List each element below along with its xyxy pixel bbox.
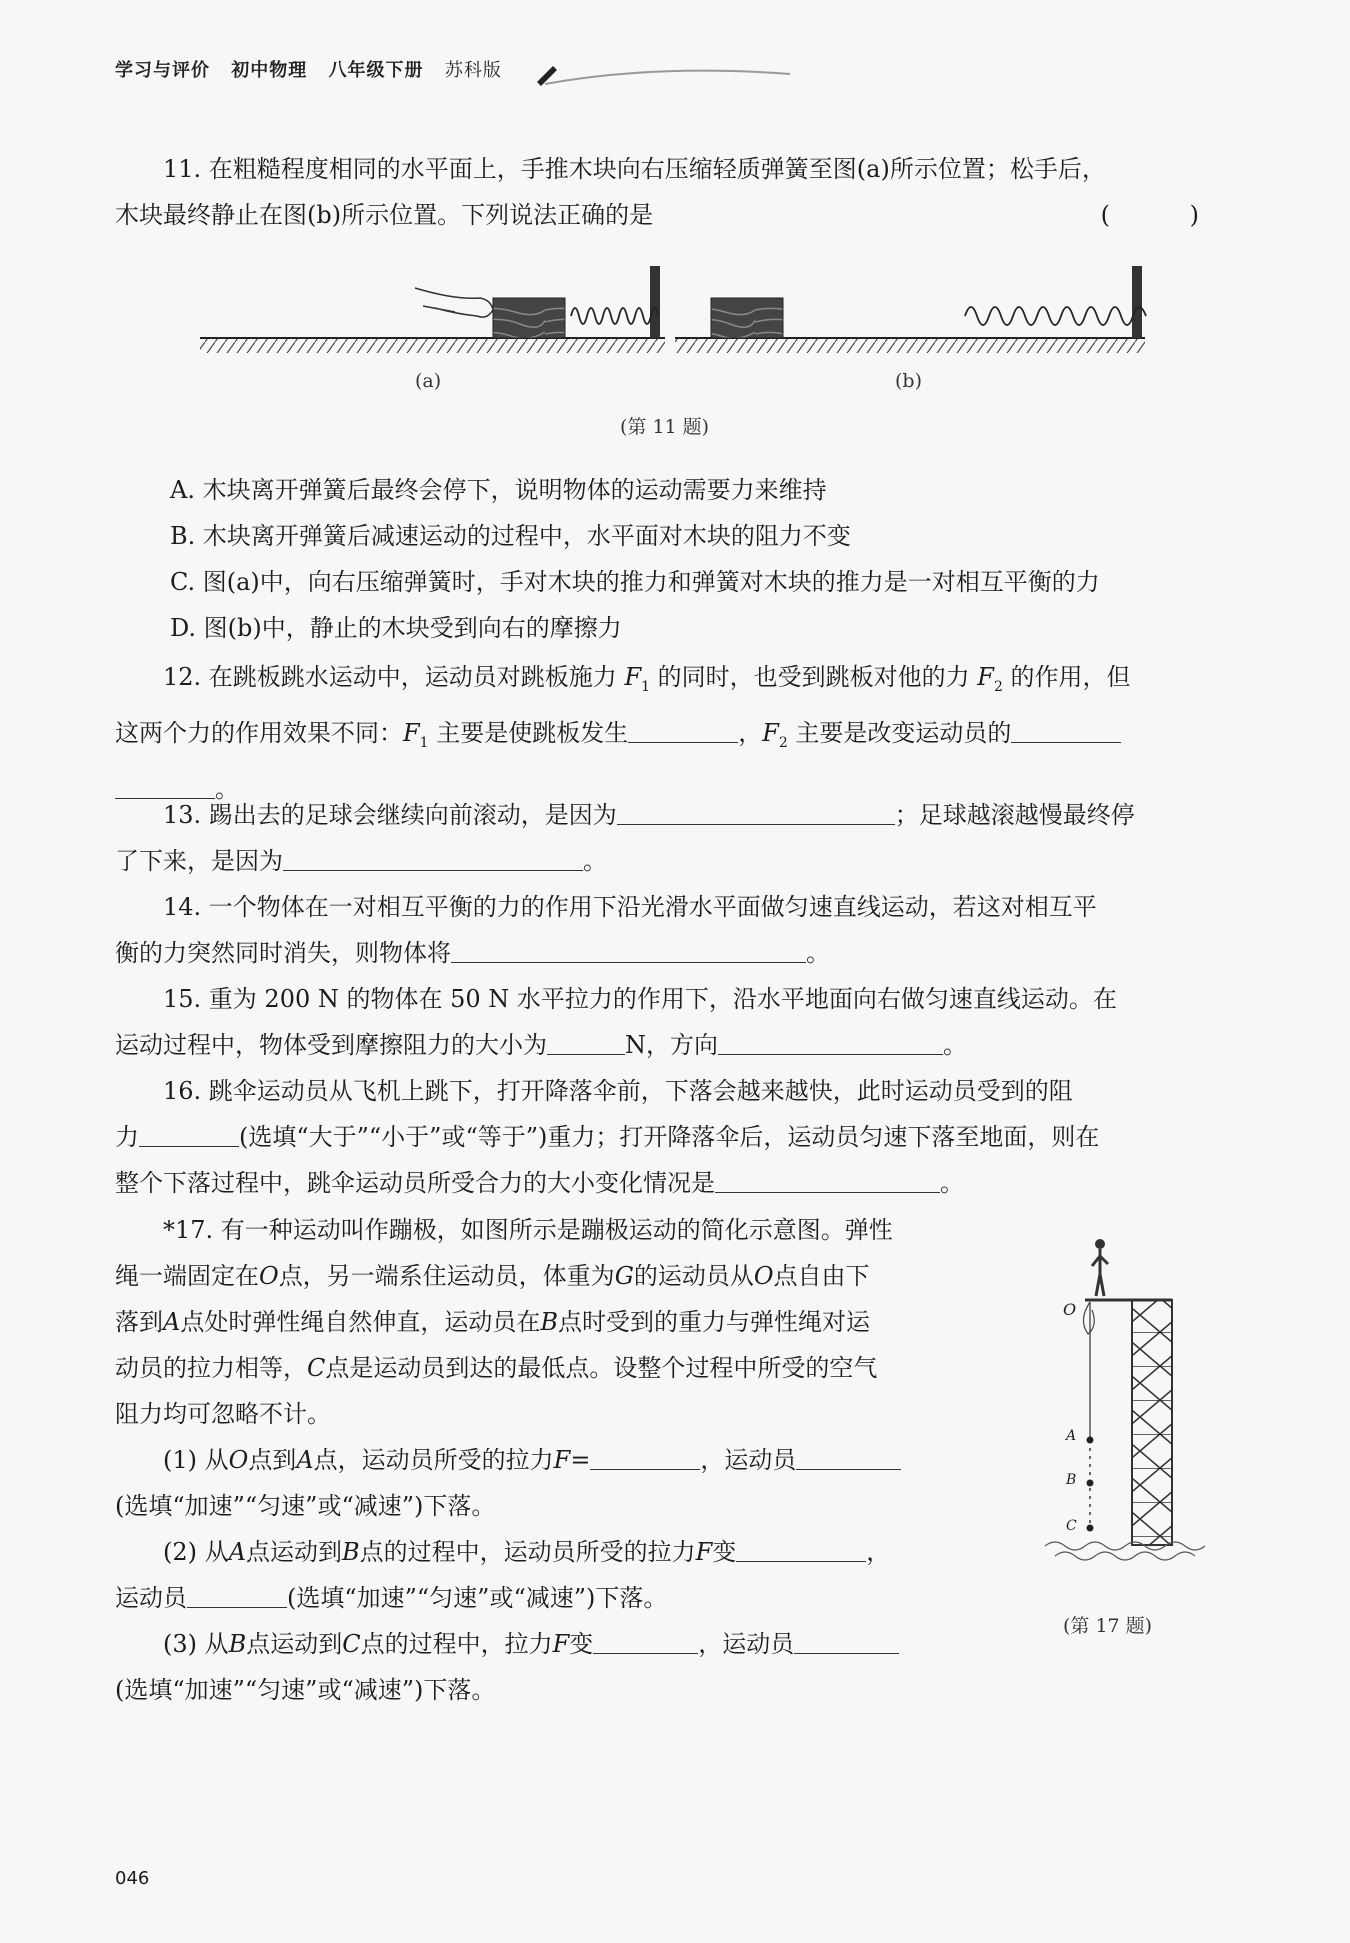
q16-text-2: 力 xyxy=(115,1123,139,1151)
answer-blank[interactable] xyxy=(187,1581,287,1608)
answer-paren: ( ) xyxy=(1100,201,1235,229)
q17-text: ， xyxy=(866,1538,891,1566)
question-12 xyxy=(115,654,1235,812)
point-b: B xyxy=(341,1538,360,1566)
label-a: A xyxy=(1066,1428,1077,1444)
weight-g: G xyxy=(614,1262,634,1290)
q17-sub-3 xyxy=(115,1621,1015,1667)
figure-b xyxy=(675,266,1146,353)
page-number: 046 xyxy=(115,1868,150,1889)
question-15 xyxy=(115,976,1235,1068)
answer-blank[interactable] xyxy=(1011,716,1121,743)
question-16 xyxy=(115,1068,1235,1206)
point-o: O xyxy=(259,1262,279,1290)
q12-f2-sub-again: 2 xyxy=(778,734,788,751)
q12-text-7: 主要是改变运动员的 xyxy=(787,718,1012,747)
q12-line-1 xyxy=(115,654,1235,710)
q17-text: = xyxy=(570,1446,591,1474)
q11-line-1: 11. 在粗糙程度相同的水平面上，手推木块向右压缩轻质弹簧至图(a)所示位置；松手后， xyxy=(163,155,1106,183)
q16-line-2 xyxy=(115,1114,1235,1160)
answer-blank[interactable] xyxy=(139,1120,239,1147)
q15-line-2 xyxy=(115,1022,1235,1068)
q15-line-1: 15. 重为 200 N 的物体在 50 N 水平拉力的作用下，沿水平地面向右做匀速直线运动。在 xyxy=(163,985,1117,1013)
q17-text: ，运动员 xyxy=(700,1446,797,1474)
q17-sub-1-cont: (选填“加速”“匀速”或“减速”)下落。 xyxy=(115,1492,496,1520)
point-b: B xyxy=(540,1308,558,1336)
q16-text-3: (选填“大于”“小于”或“等于”)重力；打开降落伞后，运动员匀速下落至地面，则在 xyxy=(239,1123,1100,1151)
q12-text-3: 的作用，但 xyxy=(1002,663,1131,691)
figure-b-label: (b) xyxy=(895,370,922,392)
question-11-stem xyxy=(115,146,1235,238)
q17-text: 点到 xyxy=(248,1446,297,1474)
q14-line-2 xyxy=(115,930,1235,976)
figure-17-caption: (第 17 题) xyxy=(1063,1615,1153,1637)
q13-text-1: 13. 踢出去的足球会继续向前滚动，是因为 xyxy=(163,801,617,829)
q17-text: 动员的拉力相等， xyxy=(115,1354,307,1382)
q11-option-d: D. 图(b)中，静止的木块受到向右的摩擦力 xyxy=(170,614,622,642)
q13-line-1 xyxy=(115,792,1235,838)
q14-line-1: 14. 一个物体在一对相互平衡的力的作用下沿光滑水平面做匀速直线运动，若这对相互平 xyxy=(163,893,1097,921)
q12-text-5: 主要是使跳板发生 xyxy=(428,718,629,747)
q17-sub-3-cont: (选填“加速”“匀速”或“减速”)下落。 xyxy=(115,1676,496,1704)
q17-text: (1) 从 xyxy=(163,1446,229,1474)
q12-f1-again: F xyxy=(403,718,420,747)
q17-text: 点是运动员到达的最低点。设整个过程中所受的空气 xyxy=(325,1354,878,1382)
q17-text: 绳一端固定在 xyxy=(115,1262,259,1290)
answer-blank[interactable] xyxy=(796,1443,901,1470)
point-a: A xyxy=(296,1446,314,1474)
figure-11 xyxy=(195,258,1155,378)
q17-line-1: *17. 有一种运动叫作蹦极，如图所示是蹦极运动的简化示意图。弹性 xyxy=(163,1216,893,1244)
q16-text-5: 。 xyxy=(940,1169,964,1197)
q17-text: ，运动员 xyxy=(698,1630,795,1658)
q12-f1-sub-again: 1 xyxy=(419,734,429,751)
q13-line-2 xyxy=(115,838,1235,884)
q11-option-b: B. 木块离开弹簧后减速运动的过程中，水平面对木块的阻力不变 xyxy=(170,522,851,550)
header-series: 学习与评价 xyxy=(115,60,210,81)
point-o: O xyxy=(753,1262,774,1290)
q17-sub-1 xyxy=(115,1437,1015,1483)
point-a: A xyxy=(163,1308,181,1336)
q12-f2: F xyxy=(977,663,994,691)
q12-f2-again: F xyxy=(762,718,779,747)
q12-line-2 xyxy=(115,710,1235,766)
figure-11-caption: (第 11 题) xyxy=(620,416,710,438)
force-f: F xyxy=(695,1538,713,1566)
q17-line-4 xyxy=(115,1345,1015,1391)
answer-blank[interactable] xyxy=(628,716,738,743)
header-edition: 苏科版 xyxy=(444,60,502,81)
label-c: C xyxy=(1066,1518,1077,1534)
q12-f1-sub: 1 xyxy=(641,678,651,695)
header-grade: 八年级下册 xyxy=(328,60,424,81)
q17-text: 点的过程中，拉力 xyxy=(360,1630,553,1658)
question-13 xyxy=(115,792,1235,884)
q17-text: (3) 从 xyxy=(163,1630,229,1658)
q17-text: 变 xyxy=(712,1538,737,1566)
q12-f1: F xyxy=(624,663,642,691)
q17-text: 点处时弹性绳自然伸直，运动员在 xyxy=(180,1308,541,1336)
q17-text: 点运动到 xyxy=(246,1630,343,1658)
q17-text: 点时受到的重力与弹性绳对运 xyxy=(557,1308,870,1336)
q12-text-2: 的同时，也受到跳板对他的力 xyxy=(650,663,978,691)
question-14 xyxy=(115,884,1235,976)
answer-blank[interactable] xyxy=(547,1028,625,1055)
q16-line-3 xyxy=(115,1160,1235,1206)
q13-text-3: 了下来，是因为 xyxy=(115,847,283,875)
q17-text: 点自由下 xyxy=(773,1262,870,1290)
point-c: C xyxy=(307,1354,326,1382)
q16-text-4: 整个下落过程中，跳伞运动员所受合力的大小变化情况是 xyxy=(115,1169,715,1197)
question-17 xyxy=(115,1207,1015,1713)
q12-f2-sub: 2 xyxy=(993,678,1003,695)
point-b: B xyxy=(228,1630,247,1658)
q17-text: (选填“加速”“匀速”或“减速”)下落。 xyxy=(287,1584,668,1612)
answer-blank[interactable] xyxy=(736,1535,866,1562)
q11-line-2-text: 木块最终静止在图(b)所示位置。下列说法正确的是 xyxy=(115,201,654,229)
q17-text: (2) 从 xyxy=(163,1538,229,1566)
q13-text-2: ；足球越滚越慢最终停 xyxy=(894,801,1135,829)
answer-blank[interactable] xyxy=(718,1028,943,1055)
q16-line-1: 16. 跳伞运动员从飞机上跳下，打开降落伞前，下落会越来越快，此时运动员受到的阻 xyxy=(163,1077,1073,1105)
running-header xyxy=(115,56,516,82)
q17-text: 点运动到 xyxy=(245,1538,342,1566)
answer-blank[interactable] xyxy=(794,1627,899,1654)
q17-text: 变 xyxy=(569,1630,594,1658)
answer-blank[interactable] xyxy=(590,1443,700,1470)
answer-blank[interactable] xyxy=(715,1166,940,1193)
q12-text-8: 。 xyxy=(215,774,239,803)
force-f: F xyxy=(552,1630,570,1658)
q14-text-2: 衡的力突然同时消失，则物体将 xyxy=(115,939,451,967)
figure-a xyxy=(200,266,665,353)
label-b: B xyxy=(1066,1472,1077,1488)
q17-sub-2 xyxy=(115,1529,1015,1575)
point-o: O xyxy=(228,1446,249,1474)
label-o: O xyxy=(1063,1300,1077,1319)
q17-text: 点，另一端系住运动员，体重为 xyxy=(278,1262,615,1290)
q11-option-c: C. 图(a)中，向右压缩弹簧时，手对木块的推力和弹簧对木块的推力是一对相互平衡的力 xyxy=(170,568,1100,596)
q17-text: 运动员 xyxy=(115,1584,187,1612)
header-subject: 初中物理 xyxy=(231,60,308,81)
point-a: A xyxy=(228,1538,246,1566)
answer-blank[interactable] xyxy=(617,798,895,825)
q17-text: 落到 xyxy=(115,1308,163,1336)
q17-text: 的运动员从 xyxy=(633,1262,754,1290)
q14-text-3: 。 xyxy=(806,939,830,967)
q17-line-3 xyxy=(115,1299,1015,1345)
q15-text-3: N，方向 xyxy=(625,1031,718,1059)
q17-text: 点，运动员所受的拉力 xyxy=(313,1446,554,1474)
q11-option-a: A. 木块离开弹簧后最终会停下，说明物体的运动需要力来维持 xyxy=(170,476,827,504)
figure-a-label: (a) xyxy=(415,370,442,392)
q13-text-4: 。 xyxy=(583,847,607,875)
pen-swoosh-icon xyxy=(535,60,795,90)
q17-text: 点的过程中，运动员所受的拉力 xyxy=(359,1538,696,1566)
q17-line-5: 阻力均可忽略不计。 xyxy=(115,1400,331,1428)
q12-text-1: 12. 在跳板跳水运动中，运动员对跳板施力 xyxy=(163,663,625,691)
point-c: C xyxy=(342,1630,361,1658)
jumper-icon xyxy=(1092,1239,1108,1296)
answer-blank[interactable] xyxy=(451,936,806,963)
q12-text-6: ， xyxy=(738,718,763,747)
force-f: F xyxy=(553,1446,571,1474)
answer-blank[interactable] xyxy=(593,1627,698,1654)
q15-text-2: 运动过程中，物体受到摩擦阻力的大小为 xyxy=(115,1031,547,1059)
q11-line-2 xyxy=(115,192,1235,238)
q17-sub-2-cont xyxy=(115,1575,1015,1621)
q17-line-2 xyxy=(115,1253,1015,1299)
answer-blank[interactable] xyxy=(283,844,583,871)
q15-text-4: 。 xyxy=(943,1031,967,1059)
q12-text-4: 这两个力的作用效果不同： xyxy=(115,718,403,747)
